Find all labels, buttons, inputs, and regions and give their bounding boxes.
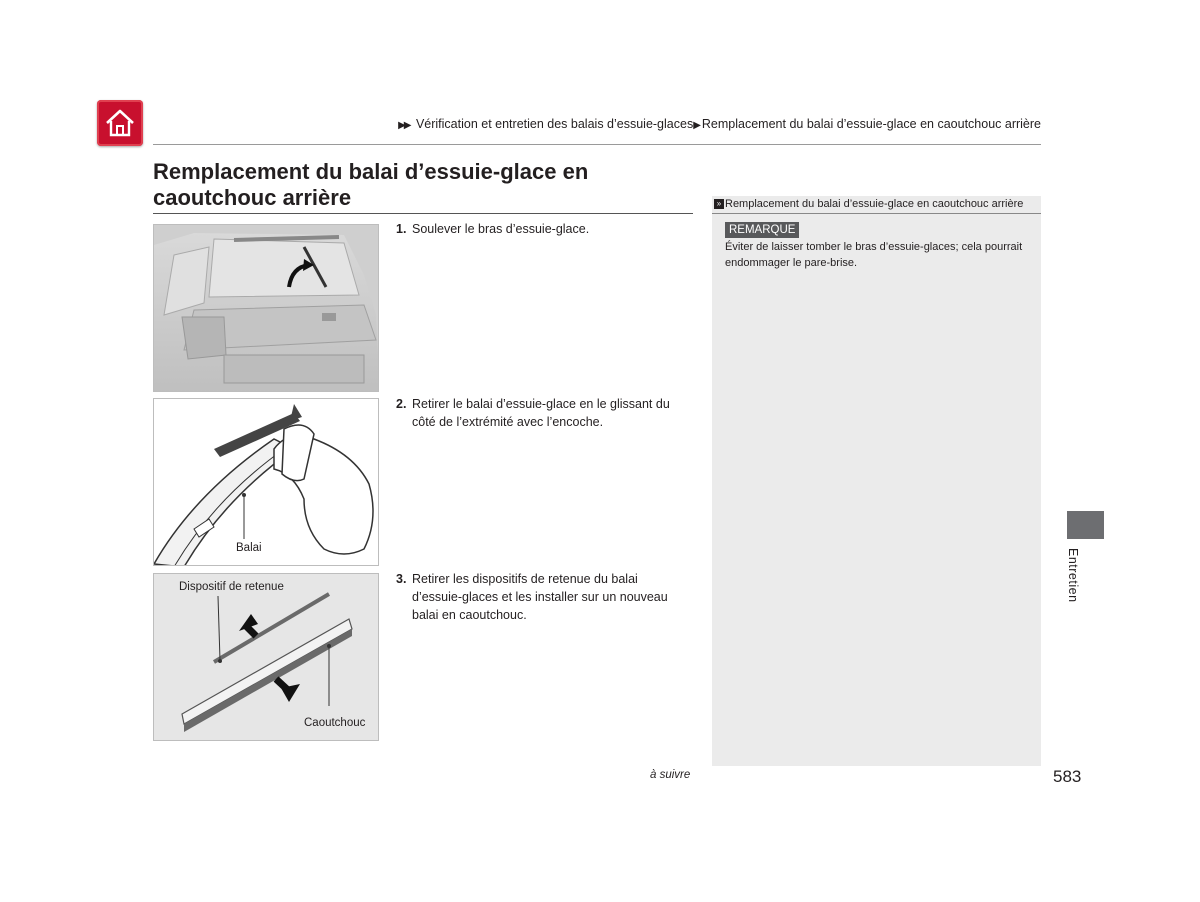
breadcrumb-arrow-icon: ▶▶ [398,120,410,131]
step-text: Soulever le bras d’essuie-glace. [412,222,590,236]
step-text: Retirer les dispositifs de retenue du balai d’essuie-glaces et les installer sur un nouveau balai en caoutchouc. [412,572,668,622]
step-2 [396,395,686,431]
note-header-text: Remplacement du balai d’essuie-glace en caoutchouc arrière [725,198,1024,210]
breadcrumb-link-parent[interactable]: Vérification et entretien des balais d’essuie-glaces [415,117,694,131]
chapter-label: Entretien [1066,548,1080,603]
step-number: 3. [396,572,407,586]
step-text: Retirer le balai d’essuie-glace en le glissant du côté de l’extrémité avec l’encoche. [412,397,670,429]
figure-label-rubber: Caoutchouc [304,717,366,729]
note-text: Éviter de laisser tomber le bras d’essuie-glaces; cela pourrait endommager le pare-brise. [725,241,1023,269]
note-panel [712,196,1041,766]
title-divider [153,213,693,214]
blade-slide-illustration [154,399,379,566]
continued-indicator: à suivre [650,769,691,781]
figure-retainers [153,573,379,741]
page-title-line2: caoutchouc arrière [153,185,352,210]
step-number: 1. [396,222,407,236]
step-number: 2. [396,397,407,411]
breadcrumb-separator-icon: ▶ [693,120,699,131]
figure-label-blade: Balai [236,542,262,554]
header-divider [153,144,1041,145]
home-button[interactable] [97,100,143,146]
home-icon [104,108,136,138]
note-marker-icon: » [714,199,724,209]
breadcrumb [398,117,1041,131]
step-1 [396,220,686,238]
note-header [712,196,1041,214]
remark-badge: REMARQUE [725,222,799,238]
figure-label-retainer: Dispositif de retenue [179,581,284,593]
chapter-tab[interactable] [1067,511,1104,539]
page-title [153,159,673,211]
breadcrumb-current: Remplacement du balai d’essuie-glace en caoutchouc arrière [701,117,1041,131]
page-title-line1: Remplacement du balai d’essuie-glace en [153,159,589,184]
figure-rear-wiper-lift [153,224,379,392]
vehicle-rear-illustration [154,225,379,392]
retainer-illustration [154,574,379,741]
page-number: 583 [1053,767,1082,786]
figure-blade-slide [153,398,379,566]
step-3 [396,570,686,624]
